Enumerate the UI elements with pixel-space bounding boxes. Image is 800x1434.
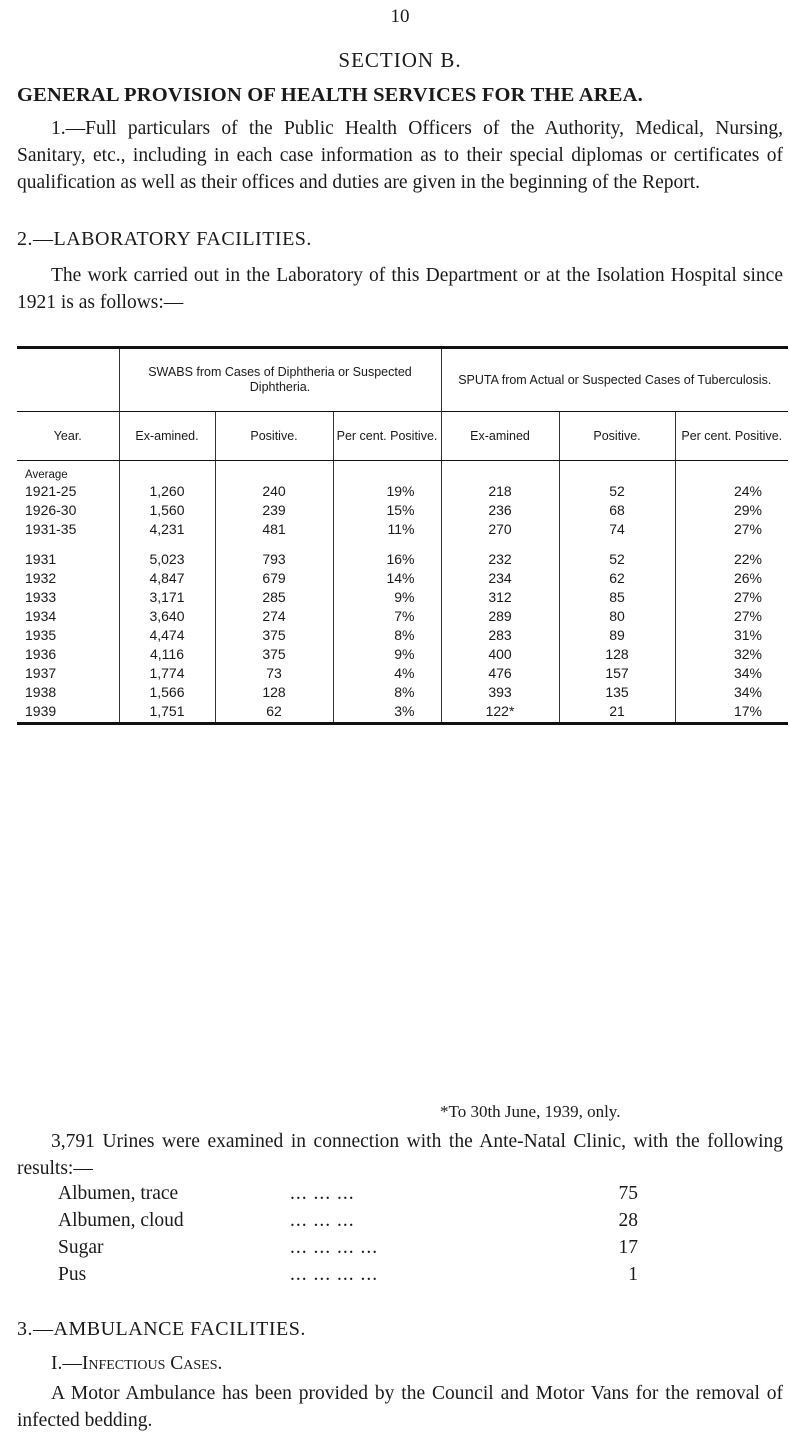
ambulance-paragraph-infectious: A Motor Ambulance has been provided by the Council and Motor Vans for the removal of infected bedding. [17, 1383, 783, 1431]
positive-sputa-cell: 52 [559, 551, 675, 570]
examined-swabs-cell: 4,231 [119, 521, 215, 551]
examined-swabs-cell: 4,474 [119, 627, 215, 646]
urine-result-value: 1 [628, 1264, 638, 1285]
leader-dots: ... ... ... [290, 1210, 355, 1231]
examined-sputa-cell: 236 [441, 502, 559, 521]
percent-sputa-cell: 22% [675, 551, 788, 570]
average-label: Average [25, 469, 68, 481]
examined-swabs-cell: 1,560 [119, 502, 215, 521]
percent-sputa-cell: 31% [675, 627, 788, 646]
examined-swabs-cell: 1,774 [119, 665, 215, 684]
urines-paragraph: 3,791 Urines were examined in connection with the Ante-Natal Clinic, with the following results:— [17, 1131, 783, 1179]
positive-swabs-cell: 375 [215, 627, 333, 646]
percent-swabs-cell: 8% [333, 684, 441, 703]
percent-swabs-cell: 3% [333, 703, 441, 724]
percent-sputa-cell: 34% [675, 665, 788, 684]
percent-swabs-cell: 16% [333, 551, 441, 570]
table-row [17, 502, 788, 521]
col-header-positive-sputa: Positive. [559, 412, 675, 461]
table-row [17, 665, 788, 684]
examined-sputa-cell: 400 [441, 646, 559, 665]
urine-result-value: 75 [618, 1183, 638, 1204]
group-header-swabs: SWABS from Cases of Diphtheria or Suspected Diphtheria. [119, 348, 441, 412]
percent-sputa-cell: 17% [675, 703, 788, 724]
leader-dots: ... ... ... ... [290, 1237, 379, 1258]
table-row [17, 627, 788, 646]
positive-swabs-cell: 375 [215, 646, 333, 665]
positive-swabs-cell: 274 [215, 608, 333, 627]
col-header-examined-swabs: Ex-amined. [119, 412, 215, 461]
percent-swabs-cell: 19% [333, 483, 441, 502]
positive-sputa-cell: 89 [559, 627, 675, 646]
percent-sputa-cell: 32% [675, 646, 788, 665]
table-group-header-row [17, 348, 788, 412]
urine-result-label: Pus [58, 1264, 87, 1285]
positive-swabs-cell: 128 [215, 684, 333, 703]
examined-swabs-cell: 1,751 [119, 703, 215, 724]
page-number: 10 [390, 6, 410, 27]
percent-sputa-cell: 24% [675, 483, 788, 502]
examined-sputa-cell: 283 [441, 627, 559, 646]
leader-dots: ... ... ... [290, 1183, 355, 1204]
urine-result-label: Sugar [58, 1237, 104, 1258]
positive-swabs-cell: 285 [215, 589, 333, 608]
positive-sputa-cell: 85 [559, 589, 675, 608]
percent-swabs-cell: 14% [333, 570, 441, 589]
section-title: SECTION B. [338, 48, 462, 72]
percent-swabs-cell: 15% [333, 502, 441, 521]
positive-sputa-cell: 128 [559, 646, 675, 665]
table-row-average-label [17, 461, 788, 484]
examined-swabs-cell: 4,116 [119, 646, 215, 665]
examined-sputa-cell: 312 [441, 589, 559, 608]
table-body [17, 461, 788, 724]
percent-swabs-cell: 9% [333, 589, 441, 608]
percent-swabs-cell: 8% [333, 627, 441, 646]
general-title: GENERAL PROVISION OF HEALTH SERVICES FOR THE AREA. [17, 84, 643, 106]
positive-swabs-cell: 62 [215, 703, 333, 724]
urine-result-row [58, 1237, 638, 1264]
percent-swabs-cell: 7% [333, 608, 441, 627]
positive-sputa-cell: 135 [559, 684, 675, 703]
year-cell: 1937 [25, 665, 57, 681]
percent-swabs-cell: 4% [333, 665, 441, 684]
examined-sputa-cell: 218 [441, 483, 559, 502]
ambulance-subheading-infectious: I.—Infectious Cases. [51, 1353, 223, 1374]
positive-sputa-cell: 68 [559, 502, 675, 521]
positive-swabs-cell: 679 [215, 570, 333, 589]
table-row [17, 589, 788, 608]
leader-dots: ... ... ... ... [290, 1264, 379, 1285]
urine-result-value: 17 [618, 1237, 638, 1258]
table-row [17, 646, 788, 665]
col-header-percent-swabs: Per cent. Positive. [333, 412, 441, 461]
year-cell: 1926-30 [25, 502, 77, 518]
positive-swabs-cell: 240 [215, 483, 333, 502]
year-cell: 1921-25 [25, 483, 77, 499]
positive-swabs-cell: 793 [215, 551, 333, 570]
examined-sputa-cell: 234 [441, 570, 559, 589]
laboratory-paragraph: The work carried out in the Laboratory of this Department or at the Isolation Hospital since 1921 is as follows:— [17, 265, 783, 313]
positive-swabs-cell: 239 [215, 502, 333, 521]
percent-sputa-cell: 34% [675, 684, 788, 703]
positive-sputa-cell: 52 [559, 483, 675, 502]
examined-swabs-cell: 4,847 [119, 570, 215, 589]
ambulance-heading: 3.—AMBULANCE FACILITIES. [17, 1318, 306, 1340]
table-row [17, 551, 788, 570]
year-cell: 1936 [25, 646, 57, 662]
percent-swabs-cell: 11% [333, 521, 441, 551]
percent-swabs-cell: 9% [333, 646, 441, 665]
examined-swabs-cell: 1,566 [119, 684, 215, 703]
table-row [17, 703, 788, 724]
examined-swabs-cell: 1,260 [119, 483, 215, 502]
paragraph-officers: 1.—Full particulars of the Public Health Officers of the Authority, Medical, Nursing, Sanitary, etc., including in each case information as to their special diplomas or certificates of qualification as well as their offices and duties are given in the beginning of the Report. [17, 118, 783, 193]
group-header-sputa: SPUTA from Actual or Suspected Cases of Tuberculosis. [441, 348, 788, 412]
col-header-year: Year. [17, 412, 119, 461]
percent-sputa-cell: 27% [675, 589, 788, 608]
urine-result-value: 28 [618, 1210, 638, 1231]
table-row [17, 483, 788, 502]
table-row [17, 570, 788, 589]
table-row [17, 521, 788, 551]
urine-result-label: Albumen, trace [58, 1183, 179, 1204]
col-header-positive-swabs: Positive. [215, 412, 333, 461]
table-column-header-row [17, 412, 788, 461]
col-header-examined-sputa: Ex-amined [441, 412, 559, 461]
positive-sputa-cell: 157 [559, 665, 675, 684]
col-header-percent-sputa: Per cent. Positive. [675, 412, 788, 461]
year-cell: 1935 [25, 627, 57, 643]
year-cell: 1939 [17, 703, 119, 724]
examined-swabs-cell: 3,640 [119, 608, 215, 627]
percent-sputa-cell: 26% [675, 570, 788, 589]
examined-sputa-cell: 122* [441, 703, 559, 724]
examined-swabs-cell: 5,023 [119, 551, 215, 570]
table-footnote: *To 30th June, 1939, only. [440, 1102, 621, 1121]
year-cell: 1931 [25, 551, 57, 567]
positive-swabs-cell: 73 [215, 665, 333, 684]
positive-sputa-cell: 74 [559, 521, 675, 551]
year-cell: 1938 [25, 684, 57, 700]
urine-result-row [58, 1183, 638, 1210]
laboratory-table [17, 346, 788, 725]
examined-sputa-cell: 476 [441, 665, 559, 684]
year-cell: 1931-35 [25, 521, 77, 537]
year-cell: 1934 [25, 608, 57, 624]
positive-swabs-cell: 481 [215, 521, 333, 551]
percent-sputa-cell: 29% [675, 502, 788, 521]
blank-corner-cell [17, 348, 119, 412]
percent-sputa-cell: 27% [675, 608, 788, 627]
positive-sputa-cell: 62 [559, 570, 675, 589]
table-row [17, 684, 788, 703]
examined-sputa-cell: 232 [441, 551, 559, 570]
examined-swabs-cell: 3,171 [119, 589, 215, 608]
examined-sputa-cell: 393 [441, 684, 559, 703]
year-cell: 1933 [25, 589, 57, 605]
examined-sputa-cell: 270 [441, 521, 559, 551]
table-row [17, 608, 788, 627]
urine-result-row [58, 1210, 638, 1237]
percent-sputa-cell: 27% [675, 521, 788, 551]
positive-sputa-cell: 21 [559, 703, 675, 724]
urine-result-row [58, 1264, 638, 1291]
positive-sputa-cell: 80 [559, 608, 675, 627]
laboratory-heading: 2.—LABORATORY FACILITIES. [17, 228, 312, 250]
urine-result-label: Albumen, cloud [58, 1210, 184, 1231]
examined-sputa-cell: 289 [441, 608, 559, 627]
year-cell: 1932 [25, 570, 57, 586]
